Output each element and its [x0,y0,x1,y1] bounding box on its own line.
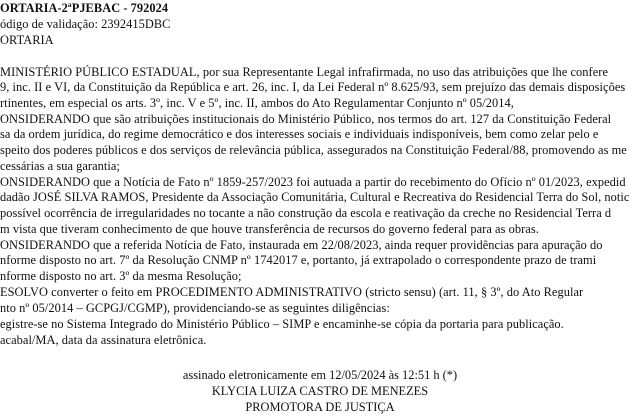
body-line: m vista que tiveram conhecimento de que houve transferência de recursos do governo federal para as obras. [0,222,539,236]
body-line: cessárias a sua garantia; [0,159,120,173]
portaria-kind: ORTARIA [0,33,54,47]
signer-name: KLYCIA LUIZA CASTRO DE MENEZES [211,384,429,398]
validation-line [0,17,170,32]
body-line: speito dos poderes públicos e dos serviços de relevância pública, assegurados na Constituição Federal/88, promovendo as me [0,143,627,157]
validation-label: ódigo de validação: [0,17,102,31]
signature-timestamp: assinado eletronicamente em 12/05/2024 às 12:51 h (*) [182,368,458,382]
body-line: rtinentes, em especial os arts. 3º, inc. V e 5º, inc. II, ambos do Ato Regulamentar Conjunto nº 05/2014, [0,96,514,110]
body-line: ONSIDERANDO que a Notícia de Fato nº 1859-257/2023 foi autuada a partir do recebimento do Ofício nº 01/2023, expedid [0,175,626,189]
body-line: nforme disposto no art. 7º da Resolução CNMP nº 1742017 e, portanto, já extrapolado o correspondente prazo de trami [0,253,597,267]
body-line: egistre-se no Sistema Integrado do Ministério Público – SIMP e encaminhe-se cópia da portaria para publicação. [0,317,564,331]
portaria-title: ORTARIA-2ªPJEBAC - 792024 [0,1,169,15]
validation-code: 2392415DBC [101,17,171,31]
body-line: ONSIDERANDO que a referida Notícia de Fato, instaurada em 22/08/2023, ainda requer providências para apuração do [0,238,603,252]
signer-role: PROMOTORA DE JUSTIÇA [245,400,395,414]
body-line: dadão JOSÉ SILVA RAMOS, Presidente da Associação Comunitária, Cultural e Recreativa do Residencial Terra do Sol, notic [0,190,630,204]
body-line: 9, inc. II e VI, da Constituição da República e art. 26, inc. I, da Lei Federal nº 8.625/93, sem prejuízo das demais disposições [0,80,626,94]
body-line: possível ocorrência de irregularidades no tocante a não construção da escola e reativação da creche no Residencial Terra d [0,206,612,220]
body-line: sa da ordem jurídica, do regime democrático e dos interesses sociais e individuais indisponíveis, bem como zelar pelo e [0,127,599,141]
body-line: ONSIDERANDO que são atribuições institucionais do Ministério Público, nos termos do art. 127 da Constituição Federal [0,112,612,126]
body-line: ESOLVO converter o feito em PROCEDIMENTO ADMINISTRATIVO (stricto sensu) (art. 11, § 3º, do Ato Regular [0,285,584,299]
body-line: MINISTÉRIO PÚBLICO ESTADUAL, por sua Representante Legal infrafirmada, no uso das atribuições que lhe confere [0,65,608,79]
body-line: acabal/MA, data da assinatura eletrônica. [0,333,207,347]
body-line: nforme disposto no art. 3º da mesma Resolução; [0,269,242,283]
body-line: nto nº 05/2014 – GCPGJ/CGMP), providenciando-se as seguintes diligências: [0,301,390,315]
